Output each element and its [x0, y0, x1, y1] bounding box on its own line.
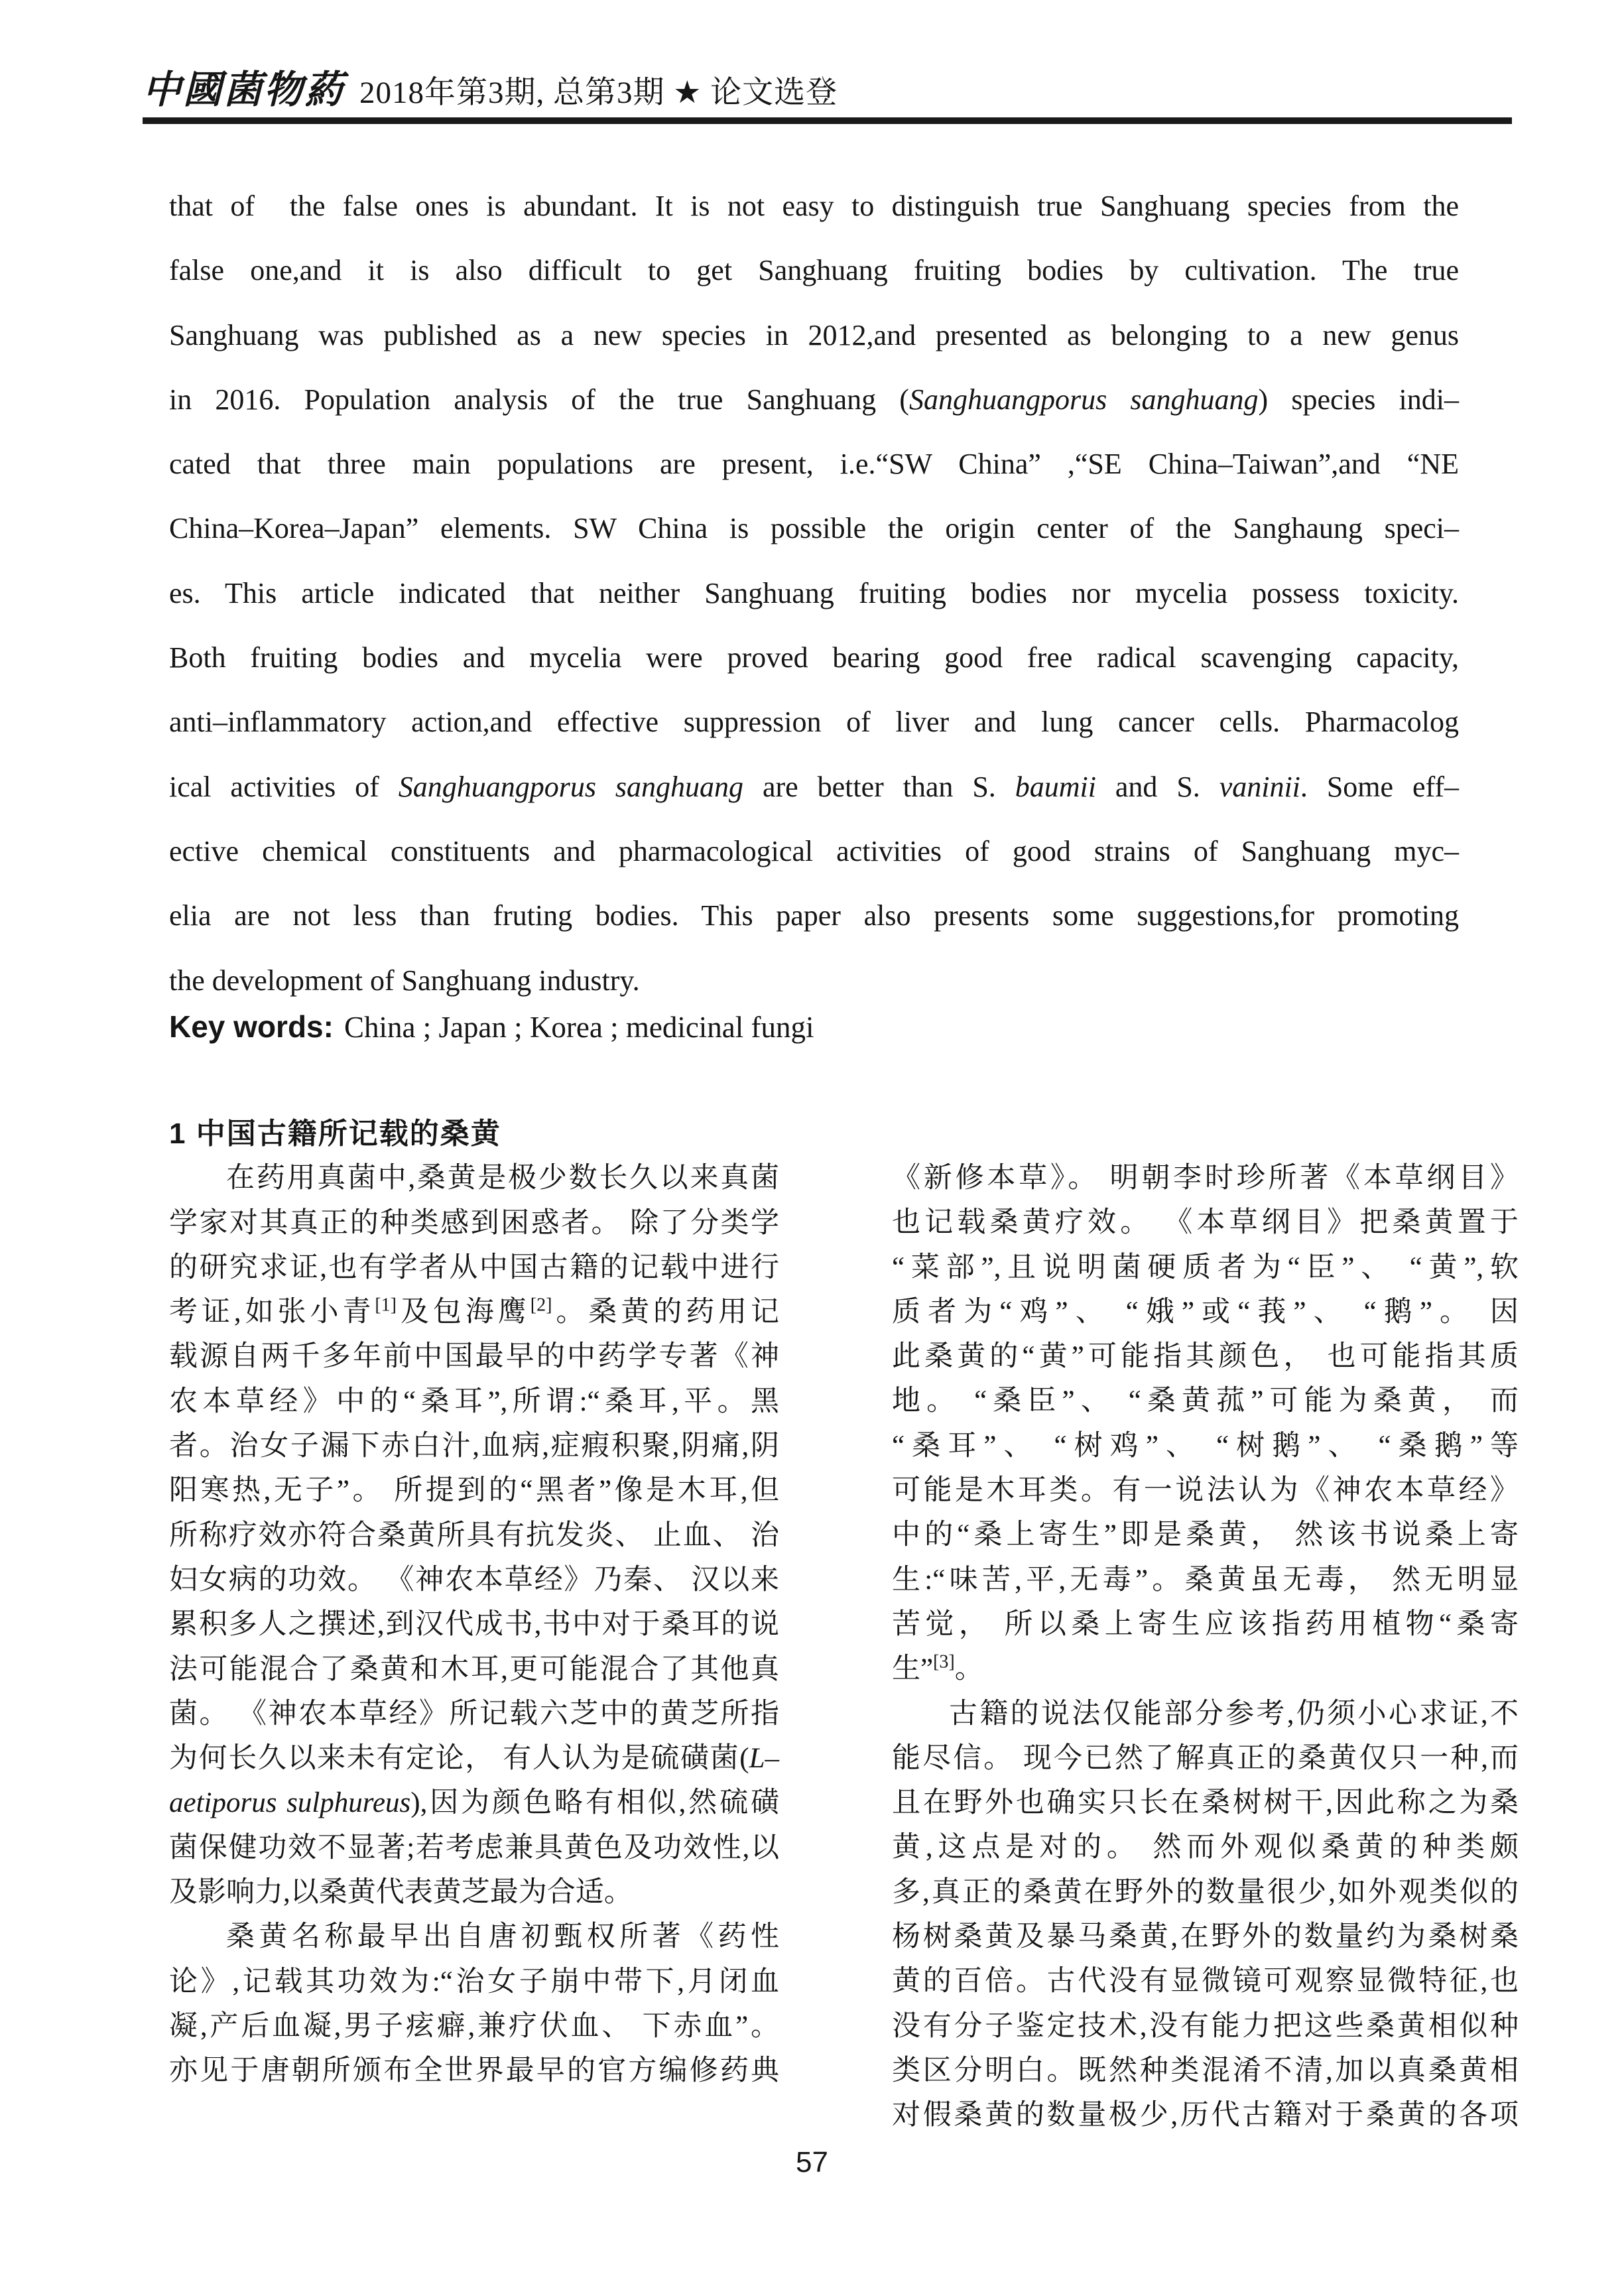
text-segment: 的研究求证,也有学者从中国古籍的记载中进行	[169, 1251, 779, 1283]
journal-issue-info: 2018年第3期, 总第3期 ★ 论文选登	[359, 76, 838, 110]
text-line	[169, 174, 1459, 238]
text-line	[892, 1468, 1519, 1513]
text-line	[892, 1558, 1519, 1602]
text-line	[892, 1781, 1519, 1825]
text-line	[169, 1602, 779, 1647]
text-segment: China–Korea–Japan” elements. SW China is possible the origin center of the Sanghaung speci–	[169, 512, 1459, 545]
text-segment: 凝,产后血凝,男子痃癖,兼疗伏血、 下赤血”。	[169, 2010, 779, 2042]
text-segment: 多,真正的桑黄在野外的数量很少,如外观类似的	[892, 1876, 1519, 1908]
text-segment: are better than S.	[743, 770, 1015, 803]
text-line	[169, 1826, 779, 1870]
text-segment: “菜部”,且说明菌硬质者为“臣”、 “黄”,软	[892, 1251, 1519, 1283]
text-segment: 法可能混合了桑黄和木耳,更可能混合了其他真	[169, 1653, 779, 1685]
text-line	[892, 1513, 1519, 1557]
text-line	[892, 1959, 1519, 2003]
text-segment: ) species indi–	[1258, 383, 1460, 416]
text-segment: 也记载桑黄疗效。 《本草纲目》把桑黄置于	[892, 1207, 1519, 1239]
text-segment: 为何长久以来未有定论， 有人认为是硫磺菌(	[169, 1743, 749, 1775]
text-segment: “桑耳”、 “树鸡”、 “树鹅”、 “桑鹅”等	[892, 1430, 1519, 1462]
text-segment: Sanghuangporus sanghuang	[398, 770, 744, 803]
text-segment: ective chemical constituents and pharmacological activities of good strains of Sanghuang myc–	[169, 834, 1459, 867]
left-column	[169, 1111, 779, 2094]
text-segment: 生:“味苦,平,无毒”。桑黄虽无毒， 然无明显	[892, 1564, 1519, 1596]
text-line	[892, 1379, 1519, 1423]
text-line	[169, 1647, 779, 1692]
text-segment: the development of Sanghuang industry.	[169, 964, 640, 997]
text-segment: . Some eff–	[1300, 770, 1460, 803]
text-line	[169, 625, 1459, 690]
text-segment: 此桑黄的“黄”可能指其颜色， 也可能指其质	[892, 1341, 1519, 1373]
text-segment: 累积多人之撰述,到汉代成书,书中对于桑耳的说	[169, 1609, 779, 1641]
text-segment: vaninii	[1219, 770, 1300, 803]
page-number: 57	[796, 2146, 828, 2179]
text-segment: elia are not less than fruting bodies. This paper also presents some suggestions,for promoting	[169, 899, 1459, 932]
text-segment: 农本草经》中的“桑耳”,所谓:“桑耳,平。黑	[169, 1385, 779, 1417]
text-segment: 黄,这点是对的。 然而外观似桑黄的种类颇	[892, 1832, 1519, 1864]
text-segment: 及包海鹰	[397, 1297, 531, 1328]
text-segment: 阳寒热,无子”。 所提到的“黑者”像是木耳,但	[169, 1475, 779, 1507]
text-line	[169, 2004, 779, 2049]
text-segment: aetiporus sulphureus	[169, 1787, 411, 1819]
text-segment: 菌保健功效不显著;若考虑兼具黄色及功效性,以	[169, 1832, 779, 1864]
citation-ref: [3]	[933, 1651, 955, 1673]
text-line	[169, 1870, 779, 1915]
text-segment: baumii	[1015, 770, 1096, 803]
text-line	[169, 1156, 779, 1200]
text-line	[892, 1245, 1519, 1290]
text-line	[169, 1513, 779, 1558]
text-line	[169, 1379, 779, 1424]
text-segment: 生”	[892, 1653, 934, 1685]
keywords-label: Key words:	[169, 1009, 334, 1044]
text-segment: 在药用真菌中,桑黄是极少数长久以来真菌	[226, 1163, 779, 1194]
text-line	[892, 1825, 1519, 1869]
text-line	[169, 883, 1459, 948]
text-segment: 。桑黄的药用记	[552, 1297, 780, 1328]
text-segment: 可能是木耳类。有一说法认为《神农本草经》	[892, 1475, 1519, 1507]
abstract-text	[169, 174, 1459, 1013]
text-segment: anti–inflammatory action,and effective suppression of liver and lung cancer cells. Pharmacolog	[169, 706, 1459, 739]
text-segment: 类区分明白。既然种类混淆不清,加以真桑黄相	[892, 2055, 1519, 2086]
header-divider	[143, 117, 1512, 124]
text-segment: 苦觉， 所以桑上寄生应该指药用植物“桑寄	[892, 1608, 1519, 1640]
text-segment: 古籍的说法仅能部分参考,仍须小心求证,不	[949, 1698, 1519, 1730]
citation-ref: [2]	[530, 1295, 552, 1316]
text-segment: 且在野外也确实只长在桑树树干,因此称之为桑	[892, 1787, 1519, 1819]
text-line	[892, 1915, 1519, 1959]
text-line	[169, 303, 1459, 367]
text-line	[169, 1960, 779, 2004]
text-segment: 所称疗效亦符合桑黄所具有抗发炎、 止血、 治	[169, 1519, 779, 1551]
journal-logo: 中國菌物葯	[143, 67, 345, 112]
text-line	[169, 1290, 779, 1334]
text-line	[169, 1201, 779, 1245]
text-line	[169, 1692, 779, 1736]
text-segment: 桑黄名称最早出自唐初甄权所著《药性	[226, 1921, 779, 1953]
text-line	[169, 1468, 779, 1513]
text-line	[169, 1334, 779, 1379]
text-segment: 中的“桑上寄生”即是桑黄， 然该书说桑上寄	[892, 1519, 1519, 1551]
text-segment: 学家对其真正的种类感到困惑者。 除了分类学	[169, 1207, 779, 1239]
text-line	[892, 1156, 1519, 1200]
text-segment: 及影响力,以桑黄代表黄芝最为合适。	[169, 1877, 633, 1909]
text-line	[169, 819, 1459, 883]
text-line	[892, 1200, 1519, 1245]
text-segment: es. This article indicated that neither Sanghuang fruiting bodies nor mycelia possess toxicity.	[169, 576, 1459, 609]
text-line	[892, 1692, 1519, 1736]
text-line	[169, 1915, 779, 1959]
text-segment: Sanghuang was published as a new species in 2012,and presented as belonging to a new genus	[169, 318, 1459, 351]
text-segment: 论》,记载其功效为:“治女子崩中带下,月闭血	[169, 1966, 779, 1997]
text-segment: and S.	[1095, 770, 1219, 803]
text-line	[169, 561, 1459, 625]
text-line	[169, 2049, 779, 2093]
keywords-value: China ; Japan ; Korea ; medicinal fungi	[344, 1011, 814, 1044]
text-segment: L–	[749, 1743, 779, 1775]
right-column	[892, 1156, 1519, 2138]
text-line	[892, 1736, 1519, 1781]
text-segment: 杨树桑黄及暴马桑黄,在野外的数量约为桑树桑	[892, 1921, 1519, 1953]
text-segment: that of the false ones is abundant. It is not easy to distinguish true Sanghuang species from the	[169, 190, 1459, 222]
text-segment: 质者为“鸡”、 “娥”或“莪”、 “鹅”。 因	[892, 1296, 1519, 1328]
text-line	[892, 2004, 1519, 2049]
text-segment: 载源自两千多年前中国最早的中药学专著《神	[169, 1341, 779, 1373]
text-line	[169, 1736, 779, 1781]
text-line	[892, 1647, 1519, 1691]
text-segment: 能尽信。 现今已然了解真正的桑黄仅只一种,而	[892, 1742, 1519, 1774]
text-line	[892, 1424, 1519, 1468]
text-segment: 没有分子鉴定技术,没有能力把这些桑黄相似种	[892, 2010, 1519, 2042]
text-line	[892, 1870, 1519, 1915]
text-line	[169, 1558, 779, 1602]
text-segment: 者。治女子漏下赤白汁,血病,症瘕积聚,阴痛,阴	[169, 1430, 779, 1462]
text-line	[892, 1602, 1519, 1647]
text-segment: 《新修本草》。 明朝李时珍所著《本草纲目》	[892, 1163, 1519, 1194]
text-line	[892, 2049, 1519, 2093]
text-segment: 菌。 《神农本草经》所记载六芝中的黄芝所指	[169, 1698, 779, 1730]
text-line	[169, 755, 1459, 819]
text-segment: Sanghuangporus sanghuang	[908, 383, 1259, 416]
text-line	[169, 432, 1459, 496]
text-segment: 考证,如张小青	[169, 1297, 375, 1328]
text-line	[892, 1290, 1519, 1334]
keywords-line	[169, 995, 1459, 1060]
text-line	[169, 238, 1459, 302]
text-segment: 黄的百倍。古代没有显微镜可观察显微特征,也	[892, 1966, 1519, 1997]
text-line	[892, 2093, 1519, 2137]
text-line	[169, 1424, 779, 1468]
text-segment: 对假桑黄的数量极少,历代古籍对于桑黄的各项	[892, 2100, 1519, 2131]
text-line	[169, 496, 1459, 560]
text-segment: ),因为颜色略有相似,然硫磺	[410, 1787, 779, 1819]
text-segment: false one,and it is also difficult to get Sanghuang fruiting bodies by cultivation. The true	[169, 254, 1459, 287]
text-segment: 地。 “桑臣”、 “桑黄菰”可能为桑黄， 而	[892, 1385, 1519, 1417]
text-segment: cated that three main populations are present, i.e.“SW China” ,“SE China–Taiwan”,and “NE	[169, 448, 1459, 481]
text-line	[169, 690, 1459, 754]
page-header	[143, 58, 838, 114]
text-line	[169, 367, 1459, 432]
text-segment: 妇女病的功效。 《神农本草经》乃秦、 汉以来	[169, 1564, 779, 1596]
text-segment: 。	[954, 1653, 983, 1685]
text-segment: 亦见于唐朝所颁布全世界最早的官方编修药典	[169, 2055, 779, 2087]
text-line	[169, 1245, 779, 1290]
citation-ref: [1]	[375, 1295, 397, 1316]
text-segment: Both fruiting bodies and mycelia were proved bearing good free radical scavenging capacity,	[169, 641, 1459, 674]
text-line	[169, 1781, 779, 1825]
section-heading: 1 中国古籍所记载的桑黄	[169, 1117, 501, 1150]
text-line	[892, 1334, 1519, 1379]
text-segment: in 2016. Population analysis of the true Sanghuang (	[169, 383, 909, 416]
text-segment: ical activities of	[169, 770, 399, 803]
